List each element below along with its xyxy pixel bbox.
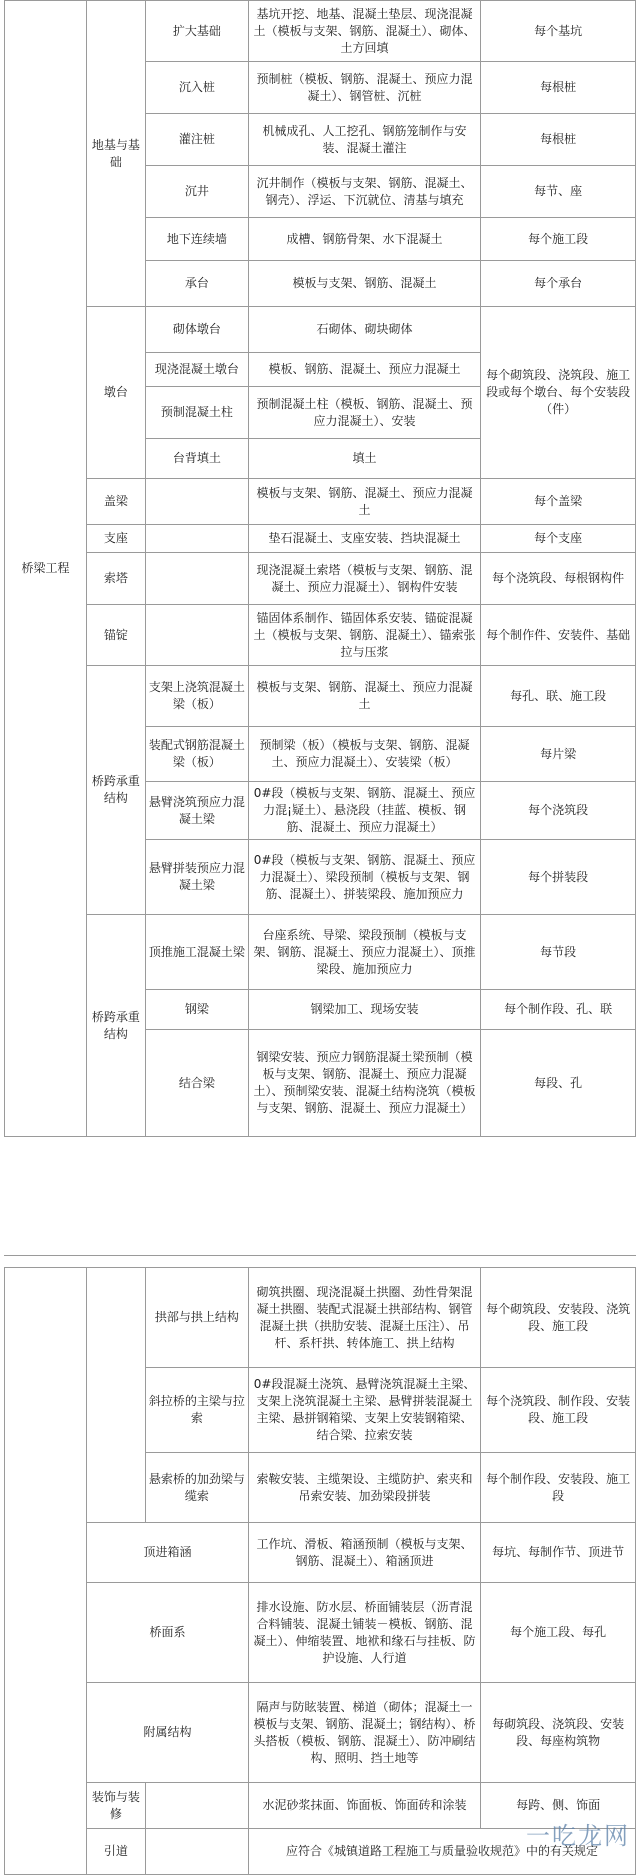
lot-unit: 每坑、每制作节、顶进节	[481, 1523, 636, 1583]
subitem-name: 结合梁	[145, 1030, 248, 1137]
subitem-name-empty	[145, 1783, 248, 1829]
subitem-name: 悬臂浇筑预应力混凝土梁	[145, 782, 248, 840]
inspection-items: 石砌体、砌块砌体	[248, 307, 480, 353]
inspection-items: 模板与支架、钢筋、混凝土、预应力混凝土	[248, 666, 480, 727]
group-cell: 装饰与装修	[87, 1783, 146, 1829]
section-cell-continued	[5, 1268, 87, 1875]
subitem-name: 预制混凝土柱	[145, 387, 248, 439]
group-cell: 盖梁	[87, 479, 146, 525]
inspection-items: 钢梁加工、现场安装	[248, 990, 480, 1030]
lot-unit: 每个承台	[481, 261, 636, 307]
inspection-items: 水泥砂浆抹面、饰面板、饰面砖和涂装	[248, 1783, 480, 1829]
inspection-items: 台座系统、导梁、梁段预制（模板与支架、钢筋、混凝土、预应力混凝土）、顶推梁段、施加预应力	[248, 915, 480, 990]
inspection-items: 砌筑拱圈、现浇混凝土拱圈、劲性骨架混凝土拱圈、装配式混凝土拱部结构、钢管混凝土拱（拱肋安装、混凝土压注）、吊杆、系杆拱、转体施工、拱上结构	[248, 1268, 480, 1368]
subitem-name: 拱部与拱上结构	[145, 1268, 248, 1368]
lot-unit: 每个施工段、每孔	[481, 1583, 636, 1683]
lot-unit: 每个浇筑段	[481, 782, 636, 840]
inspection-items: 垫石混凝土、支座安装、挡块混凝土	[248, 525, 480, 553]
lot-unit: 每个支座	[481, 525, 636, 553]
lot-unit: 每段、孔	[481, 1030, 636, 1137]
subitem-name: 砌体墩台	[145, 307, 248, 353]
group-cell: 桥面系	[87, 1583, 249, 1683]
subitem-name: 斜拉桥的主梁与拉索	[145, 1368, 248, 1453]
subitem-name: 悬臂拼装预应力混凝土梁	[145, 840, 248, 915]
lot-unit: 每个制作段、安装段、施工段	[481, 1453, 636, 1523]
subitem-name: 台背填土	[145, 439, 248, 479]
subitem-name: 扩大基础	[145, 1, 248, 62]
group-cell: 桥跨承重结构	[87, 915, 146, 1137]
lot-unit: 每根桩	[481, 114, 636, 166]
group-cell: 顶进箱涵	[87, 1523, 249, 1583]
lot-unit: 每个基坑	[481, 1, 636, 62]
inspection-items: 隔声与防眩装置、梯道（砌体；混凝土一模板与支架、钢筋、混凝土；钢结构）、桥头搭板（模板、钢筋、混凝土）、防冲刷结构、照明、挡土地等	[248, 1683, 480, 1783]
lot-unit: 每孔、联、施工段	[481, 666, 636, 727]
subitem-name-empty	[145, 479, 248, 525]
section-cell: 桥梁工程	[5, 1, 87, 1137]
page-break	[0, 1251, 640, 1267]
inspection-items: 填土	[248, 439, 480, 479]
group-cell: 桥跨承重结构	[87, 666, 146, 915]
inspection-items: 预制混凝土柱（模板、钢筋、混凝土、预应力混凝土）、安装	[248, 387, 480, 439]
lot-unit: 每个制作段、孔、联	[481, 990, 636, 1030]
lot-unit: 每个砌筑段、安装段、浇筑段、施工段	[481, 1268, 636, 1368]
inspection-items: 排水设施、防水层、桥面铺装层（沥青混合料铺装、混凝土铺装－模板、钢筋、混凝土）、伸缩装置、地袱和缘石与挂板、防护设施、人行道	[248, 1583, 480, 1683]
lot-unit: 每片梁	[481, 727, 636, 782]
subitem-name: 现浇混凝土墩台	[145, 353, 248, 387]
inspection-items: 工作坑、滑板、箱涵预制（模板与支架、钢筋、混凝土）、箱涵顶进	[248, 1523, 480, 1583]
subitem-name: 承台	[145, 261, 248, 307]
inspection-items: 模板与支架、钢筋、混凝土	[248, 261, 480, 307]
lot-unit: 每个砌筑段、浇筑段、施工段或每个墩台、每个安装段（件）	[481, 307, 636, 479]
lot-unit: 每个拼装段	[481, 840, 636, 915]
inspection-items: 成槽、钢筋骨架、水下混凝土	[248, 218, 480, 261]
inspection-items: 钢梁安装、预应力钢筋混凝土梁预制（模板与支架、钢筋、混凝土、预应力混凝土）、预制梁安装、混凝土结构浇筑（模板与支架、钢筋、混凝土、预应力混凝土）	[248, 1030, 480, 1137]
lot-unit: 每砌筑段、浇筑段、安装段、每座构筑物	[481, 1683, 636, 1783]
group-cell: 锚锭	[87, 605, 146, 666]
subitem-name-empty	[145, 1829, 248, 1875]
subitem-name: 顶推施工混凝土梁	[145, 915, 248, 990]
lot-unit: 每跨、侧、饰面	[481, 1783, 636, 1829]
divider	[4, 1255, 636, 1256]
subitem-name: 支架上浇筑混凝土梁（板）	[145, 666, 248, 727]
inspection-items: 模板、钢筋、混凝土、预应力混凝土	[248, 353, 480, 387]
lot-unit: 每个浇筑段、制作段、安装段、施工段	[481, 1368, 636, 1453]
acceptance-table-top	[4, 0, 636, 1137]
lot-unit: 每节、座	[481, 166, 636, 218]
lot-unit: 每个制作件、安装件、基础	[481, 605, 636, 666]
lot-unit: 每个浇筑段、每根钢构件	[481, 553, 636, 605]
lot-unit: 每节段	[481, 915, 636, 990]
subitem-name-empty	[145, 553, 248, 605]
subitem-name: 悬索桥的加劲梁与缆索	[145, 1453, 248, 1523]
acceptance-table-bottom	[4, 1267, 636, 1875]
group-cell: 附属结构	[87, 1683, 249, 1783]
inspection-items: 锚固体系制作、锚固体系安装、锚碇混凝土（模板与支架、钢筋、混凝土）、锚索张拉与压浆	[248, 605, 480, 666]
inspection-items: 0#段混凝土浇筑、悬臂浇筑混凝土主梁、支架上浇筑混凝土主梁、悬臂拼装混凝土主梁、悬拼钢箱梁、支架上安装钢箱梁、结合梁、拉索安装	[248, 1368, 480, 1453]
group-cell: 引道	[87, 1829, 146, 1875]
lot-unit: 每个施工段	[481, 218, 636, 261]
watermark-logo: 一吃龙网	[526, 1822, 630, 1850]
inspection-items: 预制梁（板）（模板与支架、钢筋、混凝土、预应力混凝土）、安装梁（板）	[248, 727, 480, 782]
inspection-items: 基坑开挖、地基、混凝土垫层、现浇混凝土（模板与支架、钢筋、混凝土）、砌体、土方回填	[248, 1, 480, 62]
subitem-name: 钢梁	[145, 990, 248, 1030]
inspection-items: 索鞍安装、主缆架设、主缆防护、索夹和吊索安装、加劲梁段拼装	[248, 1453, 480, 1523]
subitem-name: 地下连续墙	[145, 218, 248, 261]
inspection-items: 模板与支架、钢筋、混凝土、预应力混凝土	[248, 479, 480, 525]
subitem-name: 沉井	[145, 166, 248, 218]
inspection-items: 应符合《城镇道路工程施工与质量验收规范》中的有关规定	[248, 1829, 635, 1875]
inspection-items: 预制桩（模板、钢筋、混凝土、预应力混凝土）、钢管桩、沉桩	[248, 62, 480, 114]
subitem-name: 沉入桩	[145, 62, 248, 114]
group-cell: 索塔	[87, 553, 146, 605]
group-cell: 地基与基础	[87, 1, 146, 307]
inspection-items: 沉井制作（模板与支架、钢筋、混凝土、钢壳）、浮运、下沉就位、清基与填充	[248, 166, 480, 218]
lot-unit: 每根桩	[481, 62, 636, 114]
inspection-items: 0#段（模板与支架、钢筋、混凝土、预应力混凝土）、梁段预制（模板与支架、钢筋、混凝土）、拼装梁段、施加预应力	[248, 840, 480, 915]
group-cell: 墩台	[87, 307, 146, 479]
lot-unit: 每个盖梁	[481, 479, 636, 525]
subitem-name-empty	[145, 605, 248, 666]
inspection-items: 机械成孔、人工挖孔、钢筋笼制作与安装、混凝土灌注	[248, 114, 480, 166]
inspection-items: 现浇混凝土索塔（模板与支架、钢筋、混凝土、预应力混凝土）、钢构件安装	[248, 553, 480, 605]
subitem-name: 灌注桩	[145, 114, 248, 166]
group-cell: 支座	[87, 525, 146, 553]
group-cell-empty	[87, 1268, 146, 1523]
subitem-name: 装配式钢筋混凝土梁（板）	[145, 727, 248, 782]
inspection-items: 0#段（模板与支架、钢筋、混凝土、预应力混¡疑土）、悬浇段（挂蓝、模板、钢筋、混凝土、预应力混凝土）	[248, 782, 480, 840]
subitem-name-empty	[145, 525, 248, 553]
